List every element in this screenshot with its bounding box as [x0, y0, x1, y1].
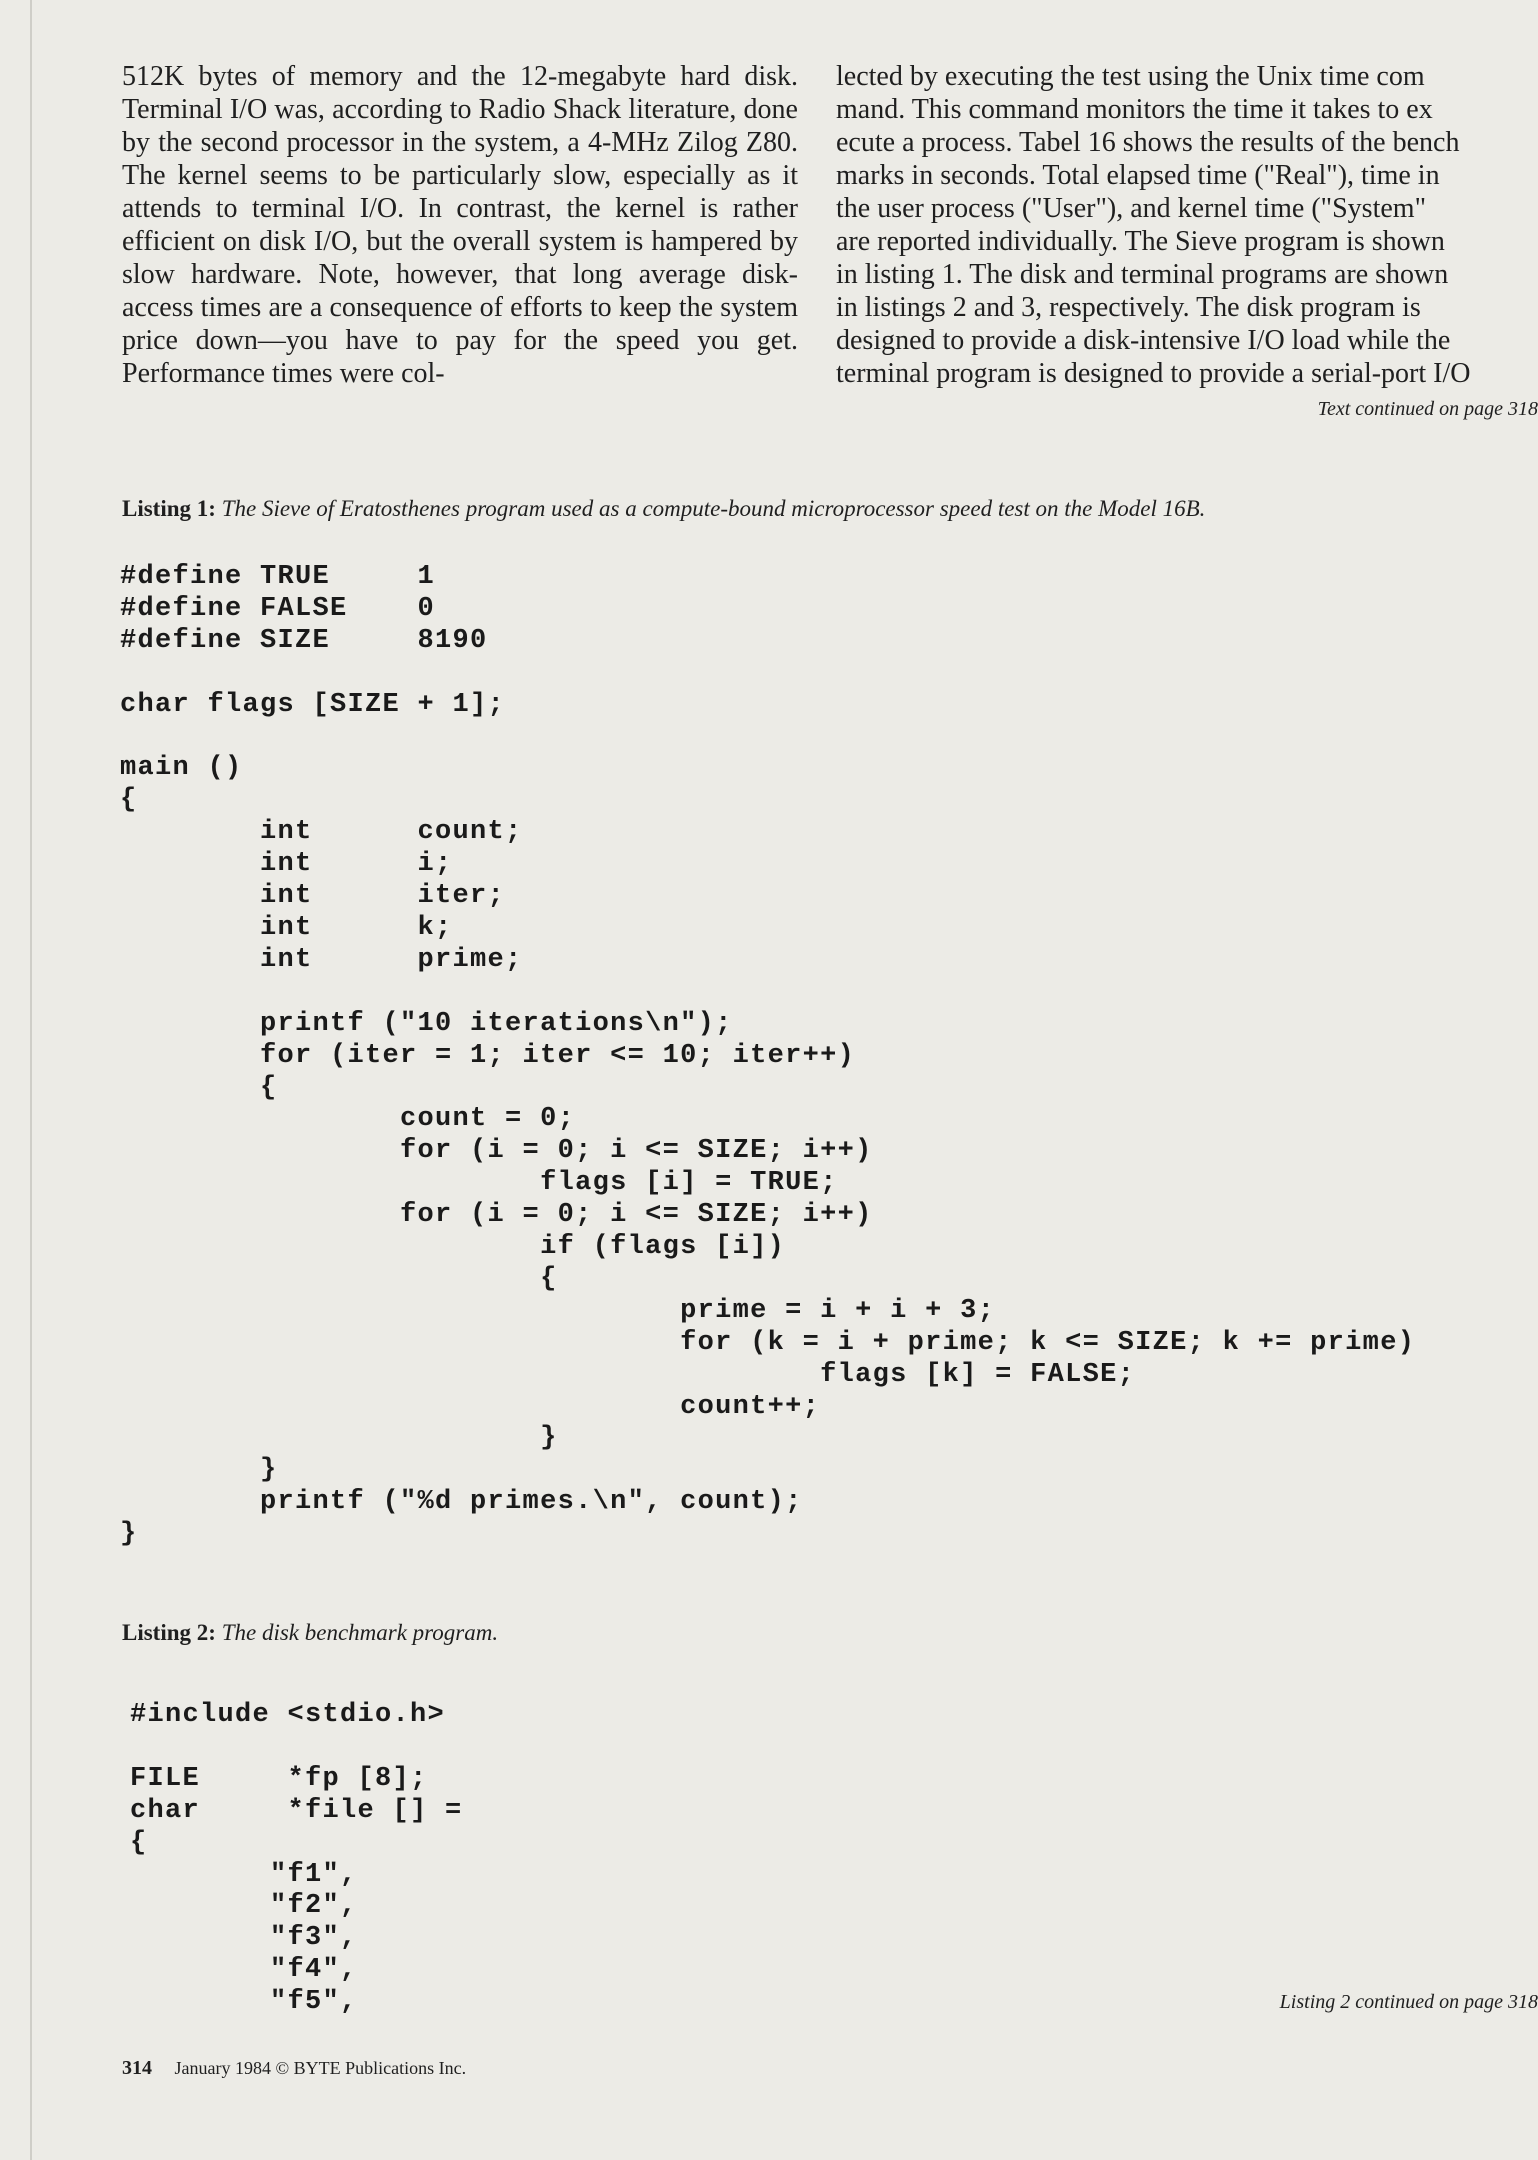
article-line: mand. This command monitors the time it takes to ex: [836, 94, 1433, 125]
article-line: ecute a process. Tabel 16 shows the results of the bench: [836, 127, 1460, 158]
article-left-column: [122, 60, 798, 390]
article-line: the user process ("User"), and kernel time ("System": [836, 193, 1426, 224]
article-paragraph: 512K bytes of memory and the 12-megabyte hard disk. Terminal I/O was, according to Radio Shack literature, done by the second processor in the system, a 4-MHz Zilog Z80. The kernel seems to be particularly slow, especially as it attends to terminal I/O. In contrast, the kernel is rather efficient on disk I/O, but the overall system is hampered by slow hardware. Note, however, that long average disk-access times are a consequence of efforts to keep the system price down—you have to pay for the speed you get. Performance times were col-: [122, 61, 798, 389]
article-line: designed to provide a disk-intensive I/O load while the: [836, 325, 1451, 356]
listing-1-code: #define TRUE 1 #define FALSE 0 #define SIZE 8190 char flags [SIZE + 1]; main () { int count; int i; int iter; int k; int prime; printf ("10 iterations\n"); for (iter = 1; iter <= 10; iter++) { count = 0; for (i = 0; i <= SIZE; i++) flags [i] = TRUE; for (i = 0; i <= SIZE; i++) if (flags [i]) { prime = i + i + 3; for (k = i + prime; k <= SIZE; k += prime) flags [k] = FALSE; count++; } } printf ("%d primes.\n", count); }: [120, 562, 1416, 1550]
page-footer: [122, 2057, 466, 2080]
page-number: 314: [122, 2057, 152, 2079]
article-line: terminal program is designed to provide a serial-port I/O: [836, 358, 1471, 389]
article-line: in listings 2 and 3, respectively. The disk program is: [836, 292, 1421, 323]
listing-1-label: Listing 1:: [122, 496, 216, 521]
listing-1-caption: [122, 496, 1205, 522]
article-line: lected by executing the test using the Unix time com: [836, 61, 1425, 92]
article-line: in listing 1. The disk and terminal programs are shown: [836, 259, 1449, 290]
article-line: are reported individually. The Sieve program is shown: [836, 226, 1445, 257]
text-continued-note: Text continued on page 318: [1317, 398, 1538, 420]
page-gutter-line: [30, 0, 32, 2160]
listing-2-code: #include <stdio.h> FILE *fp [8]; char *file [] = { "f1", "f2", "f3", "f4", "f5",: [130, 1700, 463, 2018]
listing-2-continued-note: Listing 2 continued on page 318: [1279, 1991, 1538, 2013]
listing-2-caption: [122, 1620, 498, 1646]
listing-2-label: Listing 2:: [122, 1620, 216, 1645]
listing-1-caption-text: The Sieve of Eratosthenes program used as a compute-bound microprocessor speed test on the Model 16B.: [221, 496, 1206, 521]
article-line: marks in seconds. Total elapsed time ("Real"), time in: [836, 160, 1440, 191]
article-right-column: [836, 60, 1538, 390]
listing-2-caption-text: The disk benchmark program.: [221, 1620, 499, 1645]
footer-credit: January 1984 © BYTE Publications Inc.: [174, 2058, 467, 2078]
